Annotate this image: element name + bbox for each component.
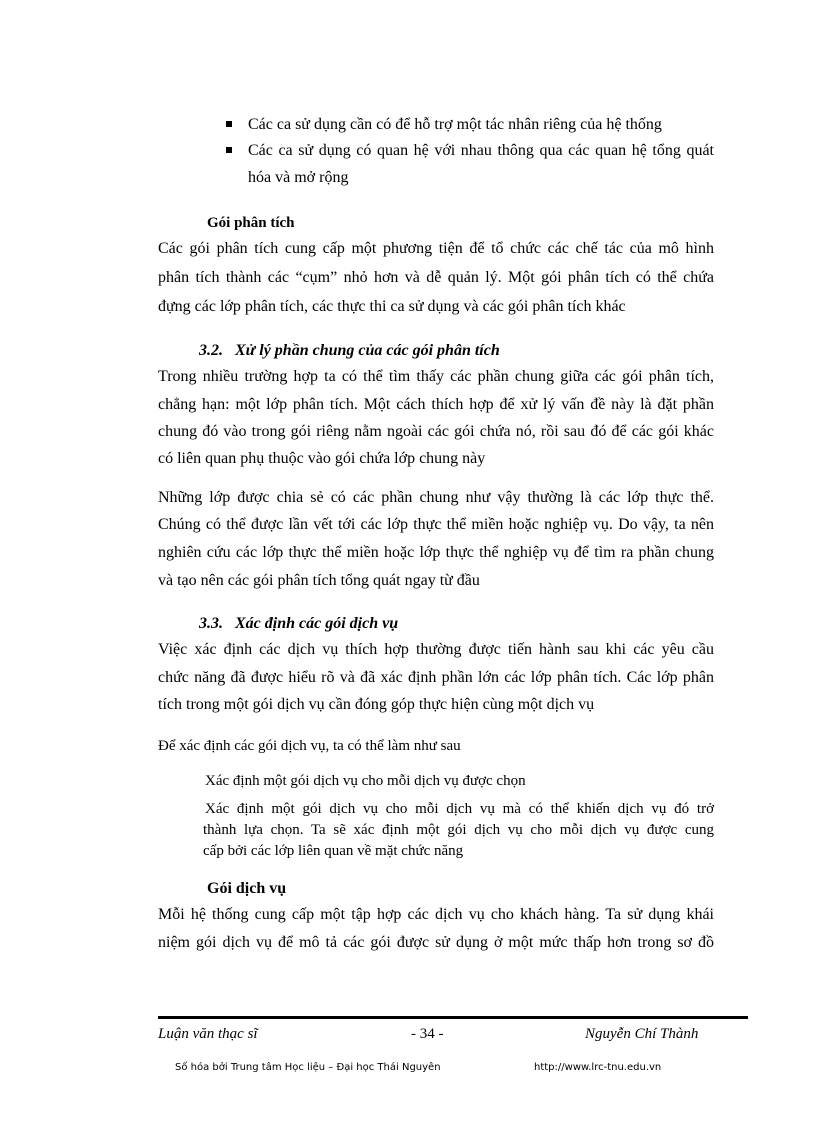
paragraph-line: có liên quan phụ thuộc vào gói chứa lớp chung này [158, 450, 486, 467]
paragraph-line: Trong nhiều trường hợp ta có thể tìm thấy các phần chung giữa các gói phân tích, [158, 368, 714, 385]
bullet-item: Các ca sử dụng có quan hệ với nhau thông qua các quan hệ tổng quát [248, 142, 714, 159]
bullet-item: Các ca sử dụng cần có để hỗ trợ một tác nhân riêng của hệ thống [248, 116, 662, 133]
page-number: - 34 - [411, 1026, 444, 1042]
paragraph-line: phân tích thành các “cụm” nhỏ hơn và dễ quản lý. Một gói phân tích có thể chứa [158, 269, 714, 286]
footer-thesis-label: Luận văn thạc sĩ [158, 1026, 258, 1042]
paragraph-line: Việc xác định các dịch vụ thích hợp thường được tiến hành sau khi các yêu cầu [158, 641, 714, 658]
paragraph-line: chức năng đã được hiểu rõ và đã xác định phần lớn các lớp phân tích. Các lớp phân [158, 669, 714, 686]
footer-author: Nguyễn Chí Thành [585, 1026, 699, 1042]
paragraph-line: chẳng hạn: một lớp phân tích. Một cách thích hợp để xử lý vấn đề này là đặt phần [158, 396, 714, 413]
digitization-credit: Số hóa bởi Trung tâm Học liệu – Đại học Thái Nguyên [175, 1062, 441, 1073]
paragraph-line: Những lớp được chia sẻ có các phần chung như vậy thường là các lớp thực thể. [158, 489, 714, 506]
source-link[interactable]: http://www.lrc-tnu.edu.vn [534, 1062, 662, 1073]
paragraph-line: Để xác định các gói dịch vụ, ta có thể làm như sau [158, 738, 461, 754]
paragraph-line: đựng các lớp phân tích, các thực thi ca sử dụng và các gói phân tích khác [158, 298, 626, 315]
list-item: Xác định một gói dịch vụ cho mỗi dịch vụ được chọn [205, 773, 526, 789]
paragraph-line: Các gói phân tích cung cấp một phương tiện để tổ chức các chế tác của mô hình [158, 240, 714, 257]
bullet-item-continuation: hóa và mở rộng [248, 169, 349, 186]
subheading-service-package: Gói dịch vụ [207, 880, 287, 897]
subheading-analysis-package: Gói phân tích [207, 215, 295, 231]
bullet-icon [226, 147, 232, 153]
section-heading-title: Xác định các gói dịch vụ [235, 615, 399, 632]
paragraph-line: và tạo nên các gói phân tích tổng quát ngay từ đầu [158, 572, 480, 589]
section-heading-number: 3.2. [199, 342, 223, 359]
list-item: Xác định một gói dịch vụ cho mỗi dịch vụ mà có thể khiến dịch vụ đó trở [205, 801, 714, 817]
list-item-continuation: cấp bởi các lớp liên quan về mặt chức năng [203, 843, 464, 859]
section-heading-title: Xử lý phần chung của các gói phân tích [235, 342, 500, 359]
footer-rule [158, 1016, 748, 1019]
paragraph-line: chung đó vào trong gói riêng nằm ngoài các gói chứa nó, rồi sau đó để các gói khác [158, 423, 714, 440]
paragraph-line: niệm gói dịch vụ để mô tả các gói được sử dụng ở một mức thấp hơn trong sơ đồ [158, 934, 714, 951]
bullet-icon [226, 121, 232, 127]
paragraph-line: Chúng có thể được lần vết tới các lớp thực thể miền hoặc nghiệp vụ. Do vậy, ta nên [158, 516, 714, 533]
paragraph-line: tích trong một gói dịch vụ cần đóng góp thực hiện cùng một dịch vụ [158, 696, 595, 713]
section-heading-number: 3.3. [199, 615, 223, 632]
list-item-continuation: thành lựa chọn. Ta sẽ xác định một gói dịch vụ cho mỗi dịch vụ được cung [203, 822, 714, 838]
paragraph-line: Mỗi hệ thống cung cấp một tập hợp các dịch vụ cho khách hàng. Ta sử dụng khái [158, 906, 714, 923]
paragraph-line: nghiên cứu các lớp thực thể miền hoặc lớp thực thể nghiệp vụ để tìm ra phần chung [158, 544, 714, 561]
